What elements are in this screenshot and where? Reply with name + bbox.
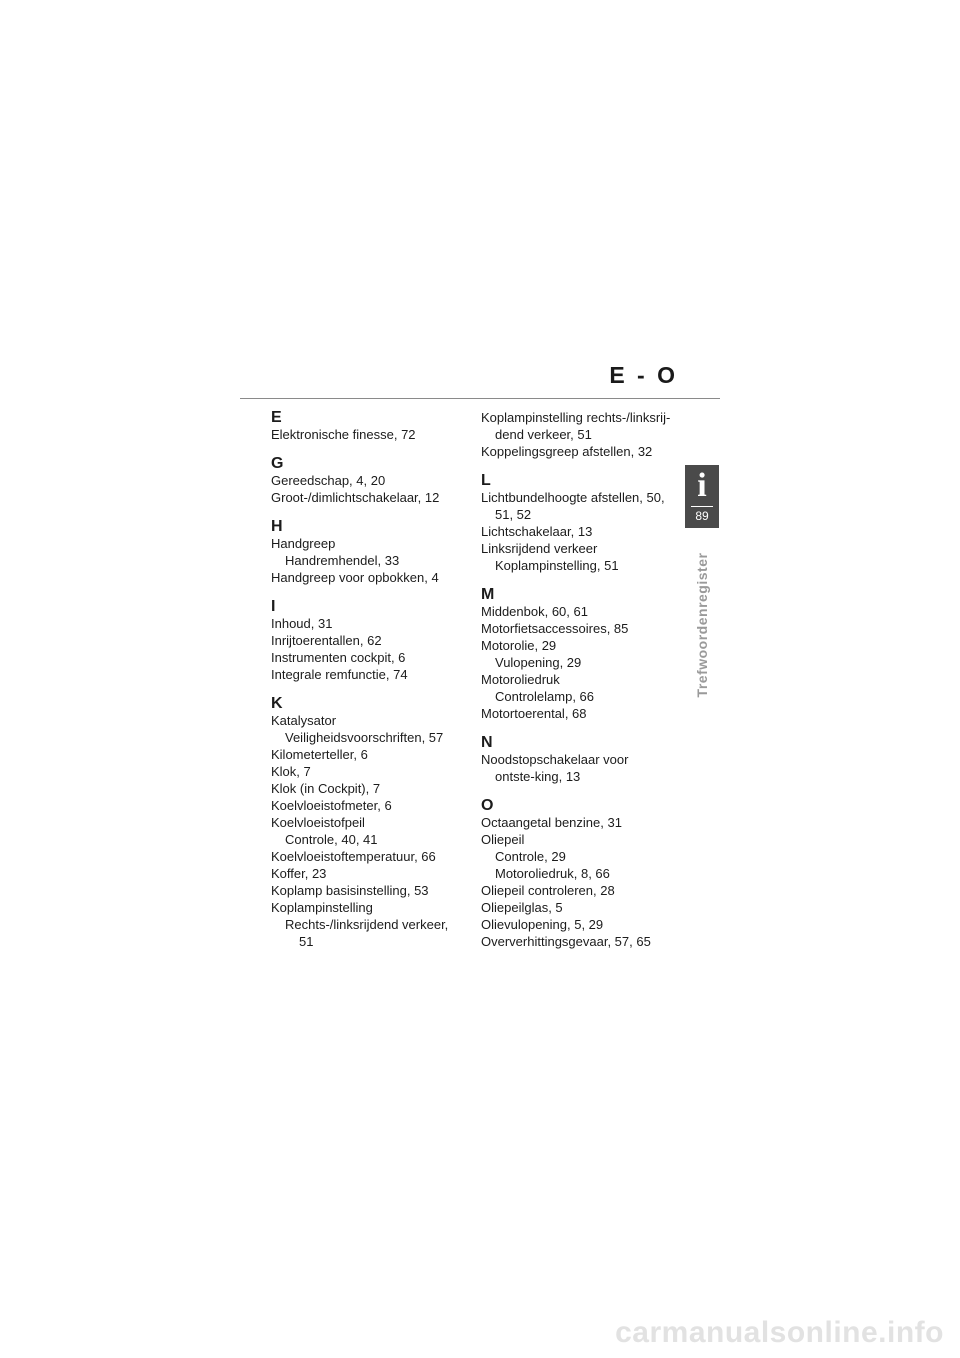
index-entry: Linksrijdend verkeer — [481, 541, 598, 556]
chapter-tab — [685, 465, 719, 528]
index-subentry: Koplampinstelling, 51 — [495, 558, 619, 573]
index-entry: Katalysator — [271, 713, 337, 728]
index-entry: Koppelingsgreep afstellen, 32 — [481, 444, 653, 459]
index-entry: Klok (in Cockpit), 7 — [271, 781, 381, 796]
index-entry: Motortoerental, 68 — [481, 706, 587, 721]
index-entry: Koelvloeistofpeil — [271, 815, 365, 830]
section-letter: E — [271, 409, 282, 426]
index-entry: Noodstopschakelaar voor ontste-king, 13 — [481, 752, 629, 784]
index-entry: Integrale remfunctie, 74 — [271, 667, 408, 682]
section-letter: O — [481, 797, 494, 814]
section-letter: G — [271, 455, 284, 472]
page-number: 89 — [695, 509, 709, 523]
index-entry: Kilometerteller, 6 — [271, 747, 368, 762]
index-entry: Motorfietsaccessoires, 85 — [481, 621, 629, 636]
header-divider — [240, 398, 720, 399]
index-entry: Instrumenten cockpit, 6 — [271, 650, 406, 665]
index-entry: Elektronische finesse, 72 — [271, 427, 416, 442]
index-subentry: Handremhendel, 33 — [285, 553, 400, 568]
index-entry: Lichtbundelhoogte afstellen, 50, 51, 52 — [481, 490, 665, 522]
index-column-right — [481, 409, 671, 962]
index-subentry: Controlelamp, 66 — [495, 689, 594, 704]
index-section-i — [271, 598, 461, 683]
index-entry: Inrijtoerentallen, 62 — [271, 633, 382, 648]
section-letter: H — [271, 518, 283, 535]
index-section-e — [271, 409, 461, 443]
index-entry: Klok, 7 — [271, 764, 311, 779]
index-subentry: Controle, 29 — [495, 849, 566, 864]
index-entry: Olievulopening, 5, 29 — [481, 917, 604, 932]
index-entry: Koplampinstelling — [271, 900, 373, 915]
index-entry: Middenbok, 60, 61 — [481, 604, 588, 619]
index-entry: Groot-/dimlichtschakelaar, 12 — [271, 490, 440, 505]
index-entry: Koplamp basisinstelling, 53 — [271, 883, 429, 898]
section-letter: N — [481, 734, 493, 751]
index-entry: Oliepeil controleren, 28 — [481, 883, 615, 898]
index-entry: Koplampinstelling rechts-/linksrij-dend verkeer, 51 — [481, 410, 671, 442]
index-section-n — [481, 734, 671, 785]
index-section-g — [271, 455, 461, 506]
section-letter: M — [481, 586, 495, 603]
index-entry: Inhoud, 31 — [271, 616, 333, 631]
index-entry: Handgreep — [271, 536, 336, 551]
index-subentry: Rechts-/linksrijdend verkeer, 51 — [285, 917, 449, 949]
index-entry: Koffer, 23 — [271, 866, 327, 881]
index-entry: Gereedschap, 4, 20 — [271, 473, 386, 488]
footer-watermark: carmanualsonline.info — [615, 1316, 944, 1349]
index-subentry: Veiligheidsvoorschriften, 57 — [285, 730, 444, 745]
index-entry: Handgreep voor opbokken, 4 — [271, 570, 439, 585]
index-section-o — [481, 797, 671, 950]
index-subentry: Motoroliedruk, 8, 66 — [495, 866, 610, 881]
index-entry: Koelvloeistofmeter, 6 — [271, 798, 392, 813]
index-entry: Oliepeil — [481, 832, 525, 847]
index-entry: Oververhittingsgevaar, 57, 65 — [481, 934, 651, 949]
page-title: E - O — [609, 362, 678, 388]
section-letter: L — [481, 472, 491, 489]
tab-divider — [691, 506, 713, 507]
index-section-h — [271, 518, 461, 586]
index-entry: Motorolie, 29 — [481, 638, 557, 653]
info-icon: i — [697, 467, 707, 504]
index-section-l — [481, 472, 671, 574]
index-section-m — [481, 586, 671, 722]
index-subentry: Vulopening, 29 — [495, 655, 582, 670]
chapter-side-label: Trefwoordenregister — [694, 552, 710, 698]
index-entry: Lichtschakelaar, 13 — [481, 524, 593, 539]
index-column-left — [271, 409, 461, 962]
index-entry: Octaangetal benzine, 31 — [481, 815, 622, 830]
index-section-k — [271, 695, 461, 950]
section-letter: I — [271, 598, 276, 615]
index-entry: Motoroliedruk — [481, 672, 560, 687]
index-entry: Oliepeilglas, 5 — [481, 900, 563, 915]
section-letter: K — [271, 695, 283, 712]
index-subentry: Controle, 40, 41 — [285, 832, 378, 847]
index-section-k-continued — [481, 409, 671, 460]
index-entry: Koelvloeistoftemperatuur, 66 — [271, 849, 436, 864]
